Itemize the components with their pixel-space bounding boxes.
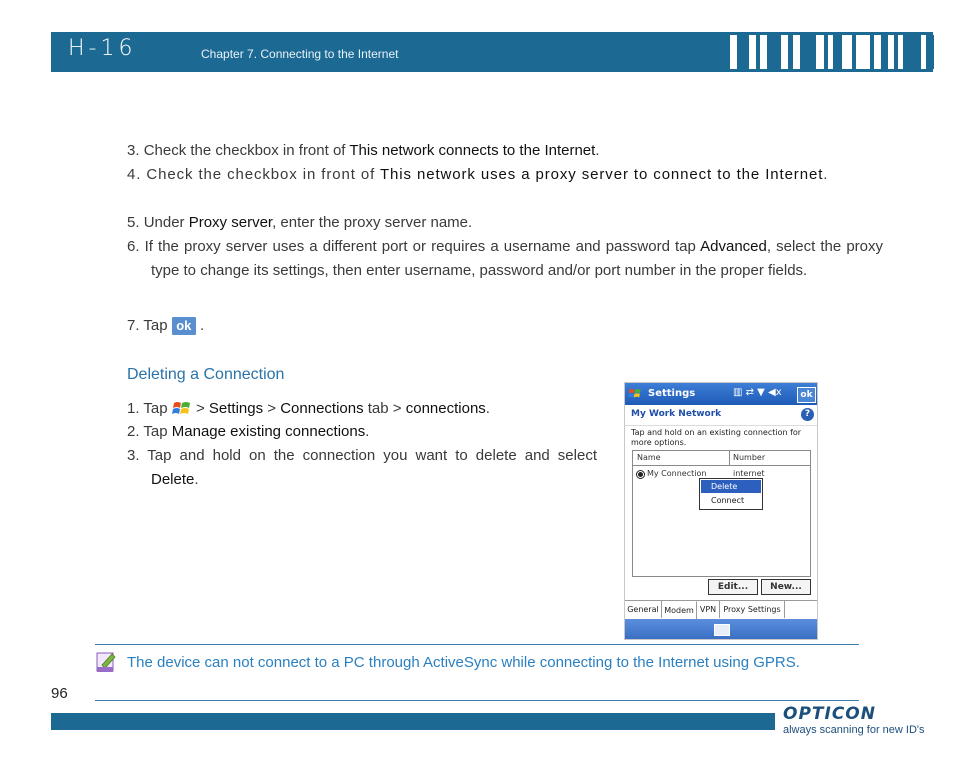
tab-general[interactable]: General [625,601,662,618]
ok-icon: ok [172,317,196,335]
menu-item-connect[interactable]: Connect [711,496,745,505]
list-item[interactable]: My Connection internet [633,467,810,481]
windows-start-icon [172,400,192,418]
edit-button[interactable]: Edit... [708,579,758,595]
context-menu [699,478,763,510]
menu-item-delete[interactable]: Delete [701,480,761,493]
tab-vpn[interactable]: VPN [697,601,720,618]
device-screenshot [624,382,818,640]
del-step-3: 3. Tap and hold on the connection you want to delete and select Delete. [127,447,597,488]
device-title-bar [625,383,817,405]
device-tabs [625,600,817,619]
del-step-1: 1. Tap > Settings > Connections tab > connections. [127,400,490,417]
model-name: H-16 [68,36,137,61]
step-7: 7. Tap ok . [127,317,205,334]
help-icon[interactable]: ? [801,408,814,421]
step-6: 6. If the proxy server uses a different port or requires a username and password tap Advanced, select the proxy type to change its settings, then enter username, password and/or port number in the proper fields. [127,238,883,279]
new-button[interactable]: New... [761,579,811,595]
barcode-decoration [726,35,934,69]
device-ok-button[interactable]: ok [797,387,816,403]
note-divider-top [95,644,859,645]
list-header: Name Number [633,451,810,466]
page-number: 96 [51,685,68,702]
tagline: always scanning for new ID's [783,724,925,736]
svg-text:OPTICON: OPTICON [783,704,876,722]
section-title: Deleting a Connection [127,366,285,383]
device-instruction: Tap and hold on an existing connection for more options. [631,428,802,447]
device-title: Settings [648,388,696,399]
status-icons: ▥ ⇄ ▼ ◀x [733,387,782,398]
note-text: The device can not connect to a PC through ActiveSync while connecting to the Internet using GPRS. [127,654,800,671]
step-3: 3. Check the checkbox in front of This network connects to the Internet. [127,142,600,159]
opticon-logo [783,704,929,722]
tab-modem[interactable]: Modem [662,601,697,619]
device-subtitle: My Work Network [631,409,722,419]
del-step-2: 2. Tap Manage existing connections. [127,423,370,440]
note-icon [96,651,118,673]
chapter-title: Chapter 7. Connecting to the Internet [201,47,399,61]
footer-bar [51,713,775,730]
device-subtitle-bar [625,405,817,426]
keyboard-icon[interactable] [714,624,730,636]
tab-proxy-settings[interactable]: Proxy Settings [720,601,785,618]
device-bottom-bar [625,619,817,639]
connection-list[interactable] [632,450,811,577]
step-4: 4. Check the checkbox in front of This network uses a proxy server to connect to the Internet. [127,166,829,183]
radio-selected-icon[interactable] [636,470,645,479]
windows-start-icon [628,387,642,401]
step-5: 5. Under Proxy server, enter the proxy server name. [127,214,473,231]
note-divider-bottom [95,700,859,701]
